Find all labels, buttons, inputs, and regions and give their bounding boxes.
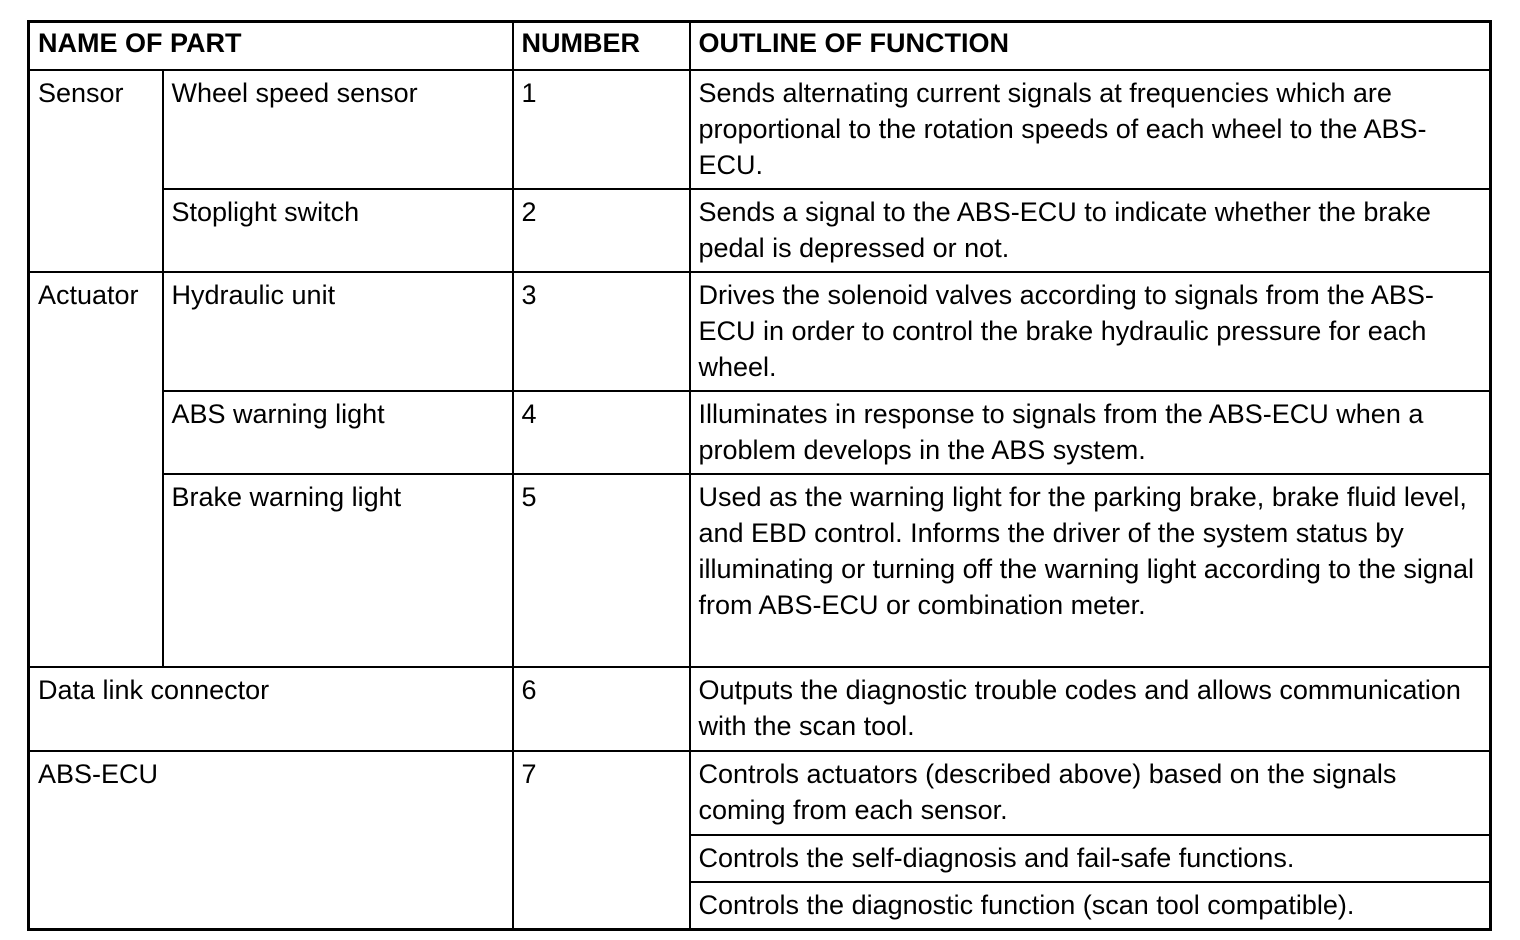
part-function: Controls the self-diagnosis and fail-safe functions. [690, 835, 1491, 882]
part-function: Sends a signal to the ABS-ECU to indicate whether the brake pedal is depressed or not. [690, 189, 1491, 272]
part-function: Controls the diagnostic function (scan tool compatible). [690, 882, 1491, 930]
part-name: ABS-ECU [29, 751, 513, 930]
part-function: Used as the warning light for the parking brake, brake fluid level, and EBD control. Informs the driver of the system status by illuminating or turning off the warning light according to the signal from ABS-ECU or combination meter. [690, 474, 1491, 667]
part-function: Controls actuators (described above) based on the signals coming from each sensor. [690, 751, 1491, 835]
table-row [29, 667, 1491, 751]
header-name-of-part: NAME OF PART [29, 22, 513, 70]
table-row [29, 189, 1491, 272]
group-actuator: Actuator [29, 272, 163, 667]
part-name: Brake warning light [163, 474, 513, 667]
table-row [29, 70, 1491, 189]
part-number: 2 [513, 189, 690, 272]
part-number: 1 [513, 70, 690, 189]
group-sensor: Sensor [29, 70, 163, 272]
part-number: 7 [513, 751, 690, 930]
table-row [29, 751, 1491, 835]
header-number: NUMBER [513, 22, 690, 70]
table-row [29, 474, 1491, 667]
part-function: Outputs the diagnostic trouble codes and allows communication with the scan tool. [690, 667, 1491, 751]
part-name: Wheel speed sensor [163, 70, 513, 189]
abs-parts-table [27, 20, 1492, 931]
part-function: Illuminates in response to signals from the ABS-ECU when a problem develops in the ABS system. [690, 391, 1491, 474]
part-number: 4 [513, 391, 690, 474]
parts-table-container [27, 20, 1492, 931]
part-number: 5 [513, 474, 690, 667]
part-name: Hydraulic unit [163, 272, 513, 391]
part-function: Sends alternating current signals at frequencies which are proportional to the rotation speeds of each wheel to the ABS-ECU. [690, 70, 1491, 189]
header-outline-of-function: OUTLINE OF FUNCTION [690, 22, 1491, 70]
part-number: 3 [513, 272, 690, 391]
part-function: Drives the solenoid valves according to signals from the ABS-ECU in order to control the brake hydraulic pressure for each wheel. [690, 272, 1491, 391]
table-row [29, 272, 1491, 391]
part-name: Stoplight switch [163, 189, 513, 272]
part-name: ABS warning light [163, 391, 513, 474]
table-header-row [29, 22, 1491, 70]
part-number: 6 [513, 667, 690, 751]
table-row [29, 391, 1491, 474]
part-name: Data link connector [29, 667, 513, 751]
